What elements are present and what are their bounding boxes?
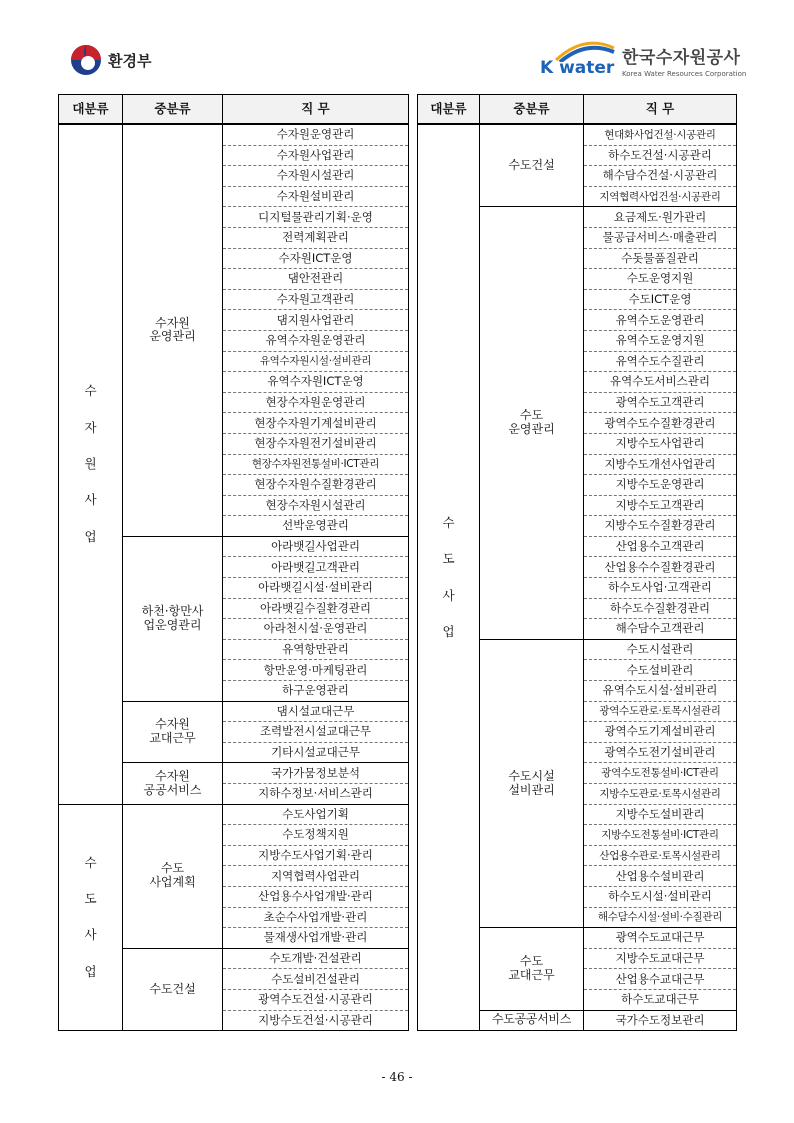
job-cell: 지역협력사업건설·시공관리: [584, 186, 737, 207]
job-cell: 유역수도운영관리: [584, 310, 737, 331]
table-row: [59, 124, 409, 145]
category-mid-cell: 수도건설: [480, 124, 584, 207]
category-mid-cell: 수자원 교대근무: [123, 701, 223, 763]
job-cell: 지방수도관로·토목시설관리: [584, 784, 737, 805]
job-cell: 기타시설교대근무: [223, 742, 409, 763]
job-cell: 댐안전관리: [223, 269, 409, 290]
job-cell: 해수담수고객관리: [584, 619, 737, 640]
job-cell: 현대화사업건설·시공관리: [584, 124, 737, 145]
job-cell: 수도시설관리: [584, 639, 737, 660]
job-cell: 지하수정보·서비스관리: [223, 784, 409, 805]
job-cell: 광역수도전통설비·ICT관리: [584, 763, 737, 784]
job-cell: 지방수도설비관리: [584, 804, 737, 825]
job-cell: 아라뱃길시설·설비관리: [223, 578, 409, 599]
col-header-mid: 중분류: [123, 95, 223, 125]
job-cell: 광역수도고객관리: [584, 392, 737, 413]
kwater-name-en: Korea Water Resources Corporation: [622, 70, 747, 78]
job-cell: 광역수도전기설비관리: [584, 742, 737, 763]
page-header: [0, 0, 794, 90]
ministry-logo: [70, 44, 151, 76]
job-cell: 지방수도사업관리: [584, 433, 737, 454]
job-cell: 하수도사업·고객관리: [584, 578, 737, 599]
job-cell: 물공급서비스·매출관리: [584, 227, 737, 248]
job-cell: 산업용수관로·토목시설관리: [584, 845, 737, 866]
kwater-brand: K water: [540, 58, 615, 78]
category-mid-cell: 수도 사업계획: [123, 804, 223, 948]
job-cell: 수도운영지원: [584, 269, 737, 290]
job-cell: 유역수도시설·설비관리: [584, 681, 737, 702]
job-cell: 지방수도수질환경관리: [584, 516, 737, 537]
category-big-cell: 수 도 사 업: [418, 124, 480, 1031]
job-cell: 하수도건설·시공관리: [584, 145, 737, 166]
col-header-big: 대분류: [59, 95, 123, 125]
job-cell: 광역수도수질환경관리: [584, 413, 737, 434]
job-cell: 지방수도전통설비·ICT관리: [584, 825, 737, 846]
job-cell: 물재생사업개발·관리: [223, 928, 409, 949]
job-cell: 초순수사업개발·관리: [223, 907, 409, 928]
job-cell: 요금제도·원가관리: [584, 207, 737, 228]
category-mid-cell: 수자원 공공서비스: [123, 763, 223, 804]
job-cell: 아라천시설·운영관리: [223, 619, 409, 640]
job-cell: 수돗물품질관리: [584, 248, 737, 269]
job-cell: 수도설비관리: [584, 660, 737, 681]
job-cell: 수자원고객관리: [223, 289, 409, 310]
job-cell: 유역항만관리: [223, 639, 409, 660]
category-mid-cell: 수도시설 설비관리: [480, 639, 584, 927]
job-cell: 산업용수교대근무: [584, 969, 737, 990]
job-cell: 해수담수건설·시공관리: [584, 166, 737, 187]
job-cell: 산업용수사업개발·관리: [223, 886, 409, 907]
job-cell: 광역수도건설·시공관리: [223, 989, 409, 1010]
job-cell: 수도ICT운영: [584, 289, 737, 310]
job-cell: 유역수자원ICT운영: [223, 372, 409, 393]
job-cell: 지방수도운영관리: [584, 475, 737, 496]
job-cell: 현장수자원운영관리: [223, 392, 409, 413]
job-cell: 댐시설교대근무: [223, 701, 409, 722]
job-cell: 지방수도교대근무: [584, 948, 737, 969]
job-cell: 지방수도고객관리: [584, 495, 737, 516]
job-cell: 수자원시설관리: [223, 166, 409, 187]
job-cell: 유역수도서비스관리: [584, 372, 737, 393]
job-cell: 아라뱃길고객관리: [223, 557, 409, 578]
job-cell: 수자원사업관리: [223, 145, 409, 166]
job-cell: 수도정책지원: [223, 825, 409, 846]
job-cell: 현장수자원시설관리: [223, 495, 409, 516]
col-header-mid: 중분류: [480, 95, 584, 125]
job-cell: 유역수자원운영관리: [223, 330, 409, 351]
job-cell: 수도개발·건설관리: [223, 948, 409, 969]
category-mid-cell: 수도건설: [123, 948, 223, 1030]
job-cell: 하구운영관리: [223, 681, 409, 702]
job-cell: 선박운영관리: [223, 516, 409, 537]
job-cell: 하수도수질환경관리: [584, 598, 737, 619]
job-cell: 하수도교대근무: [584, 989, 737, 1010]
job-cell: 아라뱃길사업관리: [223, 536, 409, 557]
job-cell: 현장수자원전통설비·ICT관리: [223, 454, 409, 475]
job-cell: 유역수도수질관리: [584, 351, 737, 372]
job-cell: 유역수자원시설·설비관리: [223, 351, 409, 372]
category-mid-cell: 수도 운영관리: [480, 207, 584, 639]
kwater-name-ko: 한국수자원공사: [622, 48, 741, 68]
job-table-right: [417, 94, 737, 1031]
job-cell: 수자원ICT운영: [223, 248, 409, 269]
job-cell: 수도사업기획: [223, 804, 409, 825]
job-cell: 지방수도개선사업관리: [584, 454, 737, 475]
job-cell: 수자원설비관리: [223, 186, 409, 207]
job-cell: 아라뱃길수질환경관리: [223, 598, 409, 619]
kwater-logo: [540, 40, 746, 78]
category-mid-cell: 수도 교대근무: [480, 928, 584, 1010]
ministry-name: 환경부: [108, 51, 152, 70]
col-header-job: 직 무: [223, 95, 409, 125]
job-cell: 지방수도사업기획·관리: [223, 845, 409, 866]
job-cell: 현장수자원기계설비관리: [223, 413, 409, 434]
job-cell: 광역수도기계설비관리: [584, 722, 737, 743]
table-row: [59, 804, 409, 825]
job-cell: 댐지원사업관리: [223, 310, 409, 331]
category-mid-cell: 수도공공서비스: [480, 1010, 584, 1031]
job-cell: 지방수도건설·시공관리: [223, 1010, 409, 1031]
job-table-left: [58, 94, 409, 1031]
job-cell: 조력발전시설교대근무: [223, 722, 409, 743]
job-cell: 디지털물관리기획·운영: [223, 207, 409, 228]
job-cell: 국가수도정보관리: [584, 1010, 737, 1031]
job-cell: 현장수자원수질환경관리: [223, 475, 409, 496]
job-cell: 산업용수설비관리: [584, 866, 737, 887]
category-mid-cell: 수자원 운영관리: [123, 124, 223, 536]
taegeuk-icon: [70, 44, 102, 76]
job-cell: 산업용수수질환경관리: [584, 557, 737, 578]
table-row: [418, 124, 737, 145]
job-cell: 국가가뭄정보분석: [223, 763, 409, 784]
job-cell: 전력계획관리: [223, 227, 409, 248]
job-cell: 광역수도교대근무: [584, 928, 737, 949]
job-cell: 광역수도관로·토목시설관리: [584, 701, 737, 722]
job-cell: 현장수자원전기설비관리: [223, 433, 409, 454]
col-header-job: 직 무: [584, 95, 737, 125]
job-cell: 산업용수고객관리: [584, 536, 737, 557]
job-cell: 수도설비건설관리: [223, 969, 409, 990]
job-cell: 유역수도운영지원: [584, 330, 737, 351]
job-cell: 하수도시설·설비관리: [584, 886, 737, 907]
job-cell: 해수담수시설·설비·수질관리: [584, 907, 737, 928]
page-number: - 46 -: [381, 1070, 413, 1084]
job-cell: 항만운영·마케팅관리: [223, 660, 409, 681]
category-big-cell: 수 자 원 사 업: [59, 124, 123, 804]
col-header-big: 대분류: [418, 95, 480, 125]
category-mid-cell: 하천·항만사 업운영관리: [123, 536, 223, 701]
category-big-cell: 수 도 사 업: [59, 804, 123, 1031]
job-cell: 지역협력사업관리: [223, 866, 409, 887]
job-cell: 수자원운영관리: [223, 124, 409, 145]
